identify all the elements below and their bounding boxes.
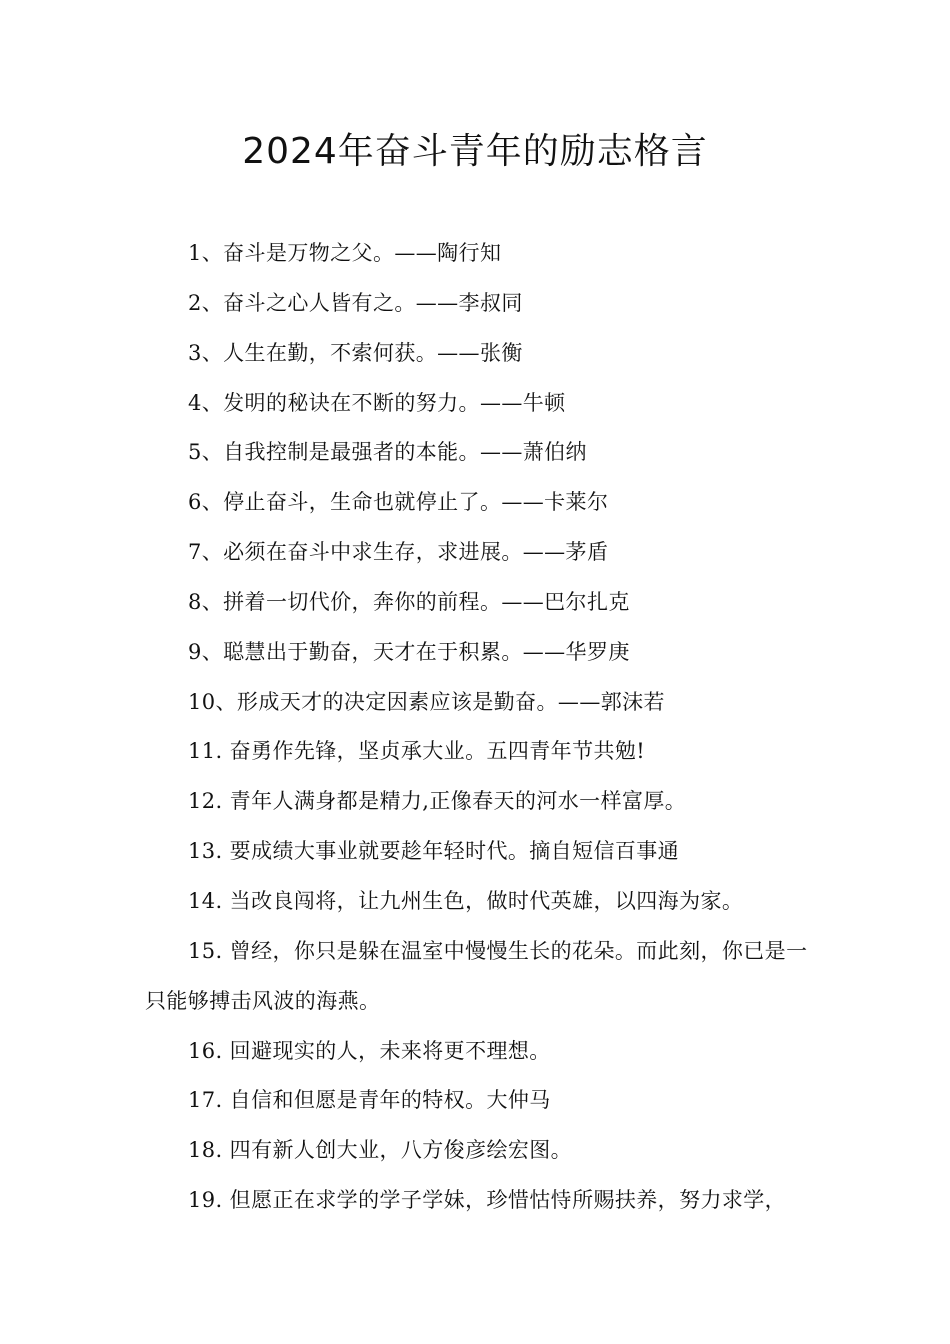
quote-item: 12. 青年人满身都是精力,正像春天的河水一样富厚。 bbox=[188, 789, 687, 814]
quote-item: 4、发明的秘诀在不断的努力。——牛顿 bbox=[188, 390, 566, 415]
quote-item: 19. 但愿正在求学的学子学妹，珍惜怙恃所赐扶养，努力求学， bbox=[188, 1188, 787, 1213]
quote-item: 10、形成天才的决定因素应该是勤奋。——郭沫若 bbox=[188, 689, 665, 714]
document-title: 2024年奋斗青年的励志格言 bbox=[242, 131, 708, 172]
quote-item: 11. 奋勇作先锋，坚贞承大业。五四青年节共勉! bbox=[188, 739, 646, 764]
quote-item: 3、人生在勤，不索何获。——张衡 bbox=[188, 340, 523, 365]
quote-item: 18. 四有新人创大业，八方俊彦绘宏图。 bbox=[188, 1138, 573, 1163]
quote-item: 16. 回避现实的人，未来将更不理想。 bbox=[188, 1038, 551, 1063]
quote-item: 13. 要成绩大事业就要趁年轻时代。摘自短信百事通 bbox=[188, 839, 680, 864]
quote-item: 5、自我控制是最强者的本能。——萧伯纳 bbox=[188, 440, 587, 465]
quote-item: 8、拼着一切代价，奔你的前程。——巴尔扎克 bbox=[188, 589, 630, 614]
quote-item: 1、奋斗是万物之父。——陶行知 bbox=[188, 241, 502, 265]
quote-item: 14. 当改良闯将，让九州生色，做时代英雄，以四海为家。 bbox=[188, 888, 744, 913]
quote-item: 2、奋斗之心人皆有之。——李叔同 bbox=[188, 290, 523, 315]
quote-item: 17. 自信和但愿是青年的特权。大仲马 bbox=[188, 1088, 551, 1113]
quote-list bbox=[145, 229, 825, 1226]
quote-item: 7、必须在奋斗中求生存，求进展。——茅盾 bbox=[188, 540, 609, 565]
quote-item: 15. 曾经，你只是躲在温室中慢慢生长的花朵。而此刻，你已是一只能够搏击风波的海燕。 bbox=[145, 938, 808, 1013]
quote-item: 6、停止奋斗，生命也就停止了。——卡莱尔 bbox=[188, 490, 609, 515]
quote-item: 9、聪慧出于勤奋，天才在于积累。——华罗庚 bbox=[188, 639, 630, 664]
